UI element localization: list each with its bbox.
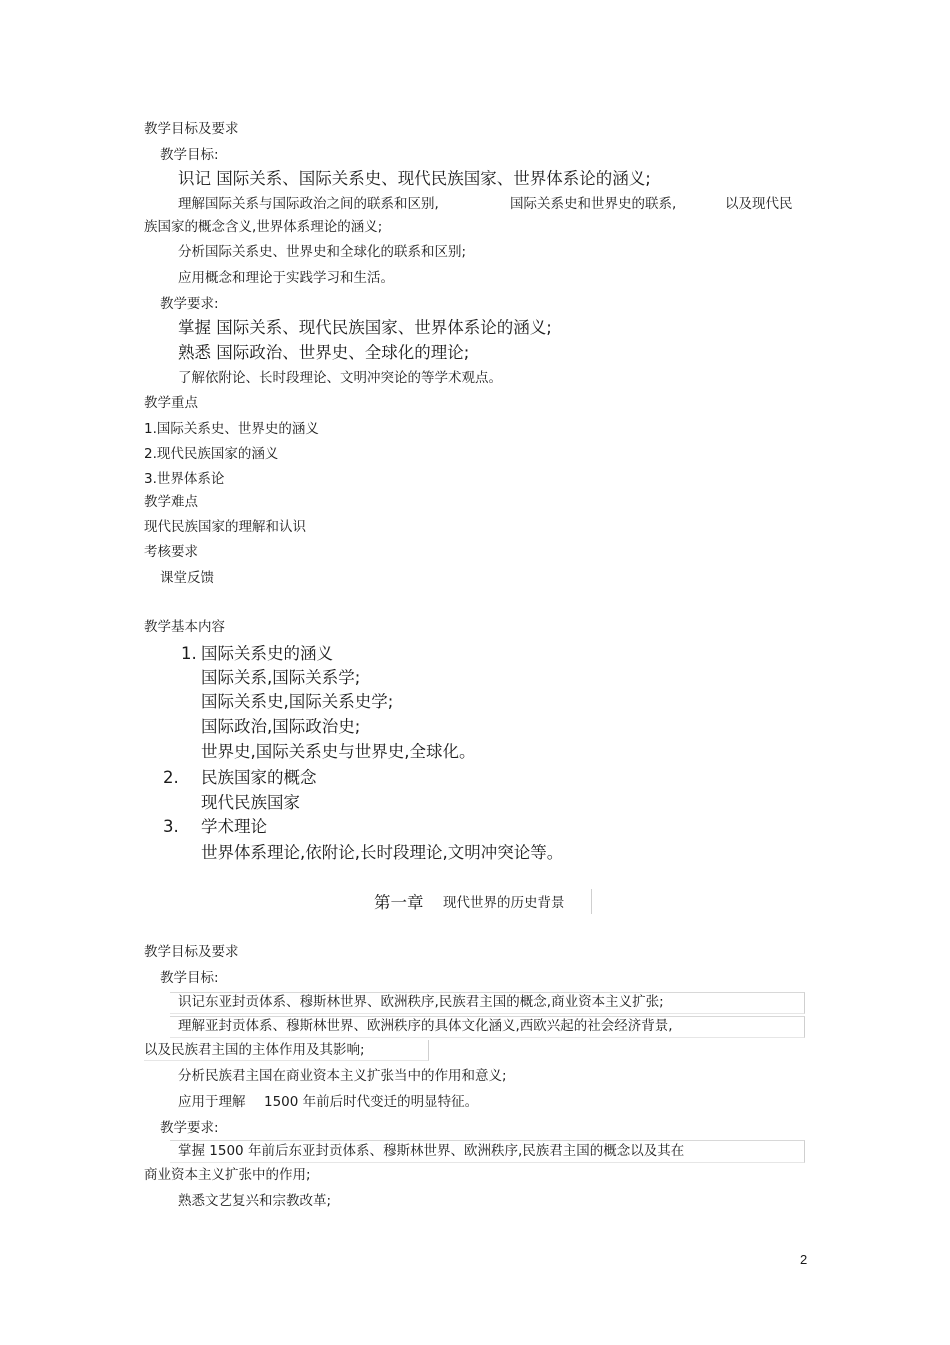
content-item-line: 世界体系理论,依附论,长时段理论,文明冲突论等。 [201, 843, 564, 862]
objective-analyze: 分析国际关系史、世界史和全球化的联系和区别; [178, 244, 467, 260]
content-heading: 教学基本内容 [144, 619, 225, 635]
difficulty-heading: 教学难点 [144, 494, 198, 510]
objective-understand-cont: 以及民族君主国的主体作用及其影响; [144, 1042, 365, 1058]
chapter-title: 现代世界的历史背景 [443, 895, 565, 911]
requirements-label: 教学要求: [160, 296, 219, 312]
content-item-title: 民族国家的概念 [201, 768, 317, 787]
chapter-number: 第一章 [374, 893, 424, 912]
objective-apply-b: 1500 年前后时代变迁的明显特征。 [264, 1094, 479, 1110]
assessment-heading: 考核要求 [144, 544, 198, 560]
requirement-know: 了解依附论、长时段理论、文明冲突论的等学术观点。 [178, 370, 502, 386]
content-item-number: 1. [181, 644, 197, 663]
keypoint-item: 1.国际关系史、世界史的涵义 [144, 421, 319, 437]
objective-understand-b: 国际关系史和世界史的联系, [510, 196, 677, 212]
content-item-number: 3. [163, 817, 179, 836]
content-item-title: 国际关系史的涵义 [201, 644, 333, 663]
objective-identify: 识记东亚封贡体系、穆斯林世界、欧洲秩序,民族君主国的概念,商业资本主义扩张; [178, 994, 664, 1010]
content-item-line: 国际关系,国际关系学; [201, 668, 361, 687]
content-item-line: 现代民族国家 [201, 793, 300, 812]
objective-understand-a: 理解国际关系与国际政治之间的联系和区别, [178, 196, 439, 212]
content-item-title: 学术理论 [201, 817, 267, 836]
objective-understand: 理解亚封贡体系、穆斯林世界、欧洲秩序的具体文化涵义,西欧兴起的社会经济背景, [178, 1018, 673, 1034]
content-item-line: 世界史,国际关系史与世界史,全球化。 [201, 742, 476, 761]
objective-apply: 应用概念和理论于实践学习和生活。 [178, 270, 394, 286]
difficulty-text: 现代民族国家的理解和认识 [144, 519, 306, 535]
keypoint-item: 2.现代民族国家的涵义 [144, 446, 279, 462]
divider [591, 889, 592, 914]
objective-identify: 识记 国际关系、国际关系史、现代民族国家、世界体系论的涵义; [178, 169, 651, 188]
content-item-number: 2. [163, 768, 179, 787]
keypoint-item: 3.世界体系论 [144, 471, 225, 487]
requirement-master: 掌握 1500 年前后东亚封贡体系、穆斯林世界、欧洲秩序,民族君主国的概念以及其在 [178, 1143, 685, 1159]
content-item-line: 国际关系史,国际关系史学; [201, 692, 394, 711]
assessment-text: 课堂反馈 [160, 570, 214, 586]
page-number: 2 [800, 1252, 808, 1267]
requirement-master: 掌握 国际关系、现代民族国家、世界体系论的涵义; [178, 318, 552, 337]
requirement-familiar: 熟悉文艺复兴和宗教改革; [178, 1193, 332, 1209]
requirements-label: 教学要求: [160, 1120, 219, 1136]
objective-understand-c: 以及现代民 [725, 196, 793, 212]
objectives-label: 教学目标: [160, 970, 219, 986]
objectives-label: 教学目标: [160, 147, 219, 163]
content-item-line: 国际政治,国际政治史; [201, 717, 361, 736]
requirement-familiar: 熟悉 国际政治、世界史、全球化的理论; [178, 343, 470, 362]
section-heading: 教学目标及要求 [144, 121, 239, 137]
objective-analyze: 分析民族君主国在商业资本主义扩张当中的作用和意义; [178, 1068, 507, 1084]
keypoints-heading: 教学重点 [144, 395, 198, 411]
section-heading: 教学目标及要求 [144, 944, 239, 960]
objective-understand-cont: 族国家的概念含义,世界体系理论的涵义; [144, 219, 383, 235]
objective-apply-a: 应用于理解 [178, 1094, 246, 1110]
requirement-master-cont: 商业资本主义扩张中的作用; [144, 1167, 311, 1183]
